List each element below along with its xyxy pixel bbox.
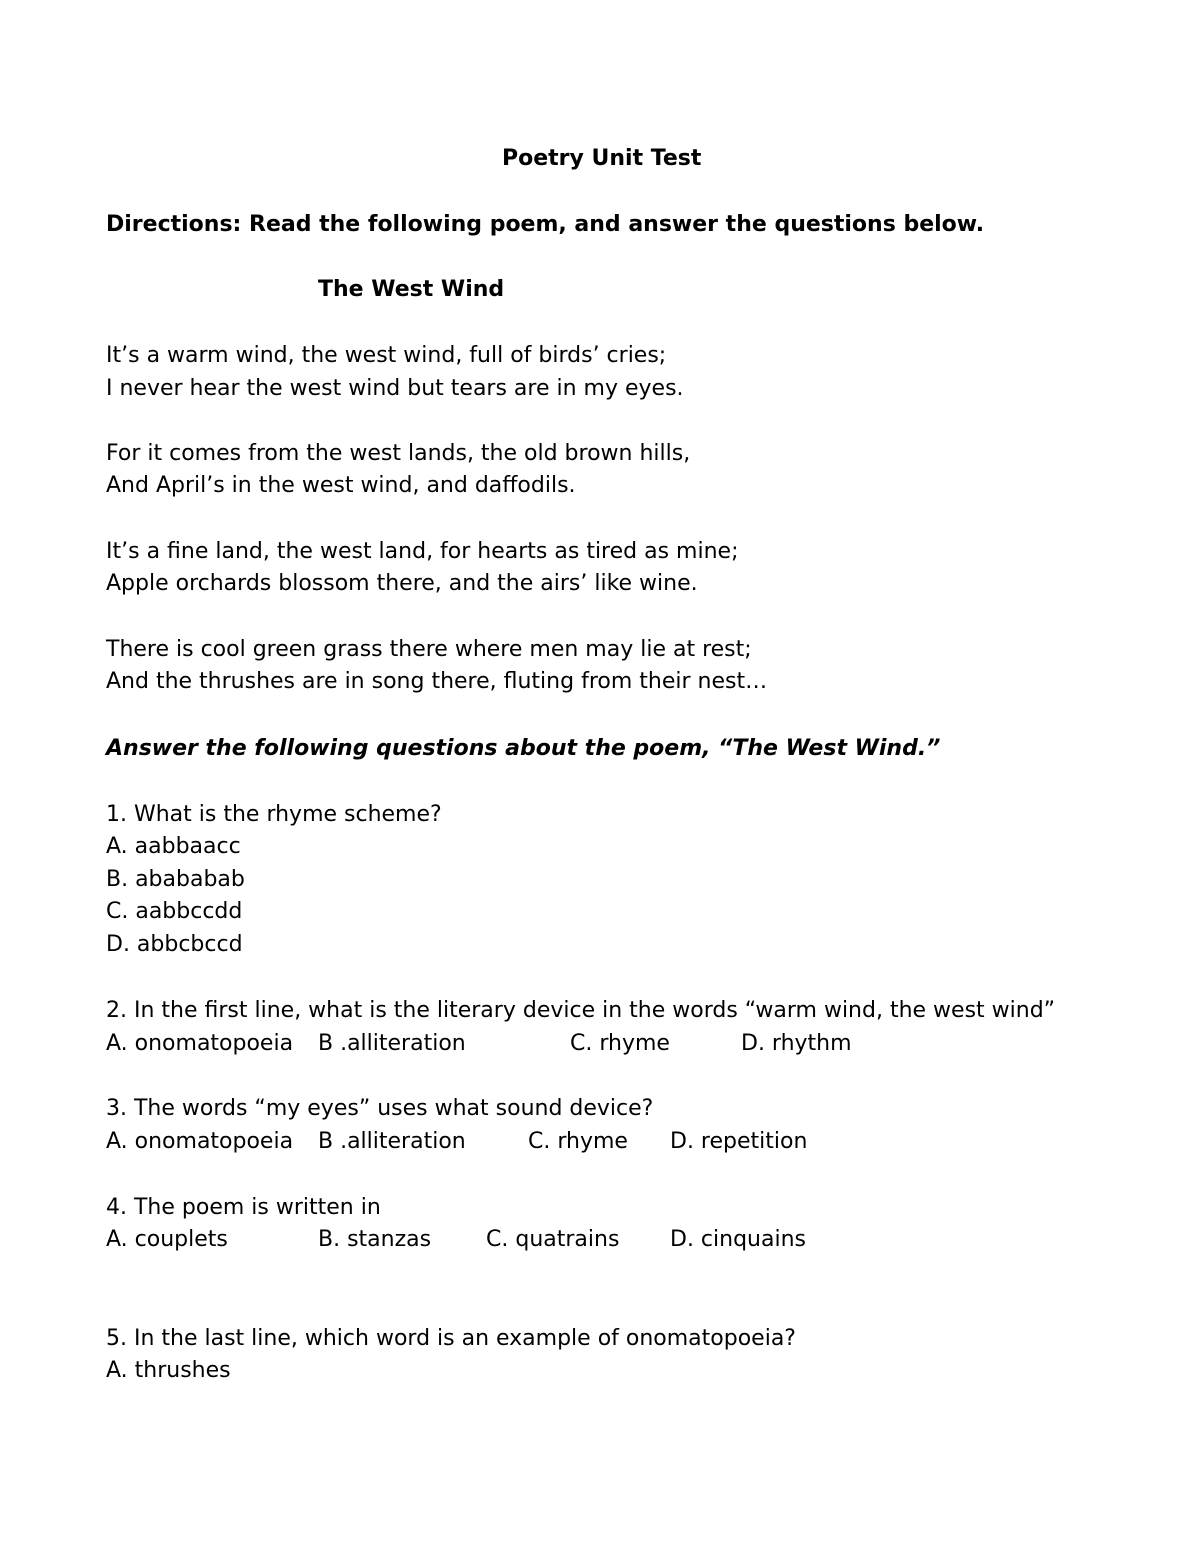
question-text: 4. The poem is written in <box>106 1195 381 1220</box>
question-text: 2. In the first line, what is the literary device in the words “warm wind, the west wind” <box>106 998 1056 1023</box>
answer-option: B. stanzas <box>318 1227 432 1252</box>
answer-option: C. rhyme <box>528 1129 628 1154</box>
poem-line: It’s a warm wind, the west wind, full of birds’ cries; <box>106 343 667 368</box>
answer-option: A. thrushes <box>106 1358 231 1383</box>
answer-option: C. aabbccdd <box>106 899 243 924</box>
questions-heading: Answer the following questions about the poem, “The West Wind.” <box>106 736 941 761</box>
answer-option: C. rhyme <box>570 1031 670 1056</box>
answer-option: A. onomatopoeia <box>106 1129 294 1154</box>
answer-option: D. rhythm <box>741 1031 852 1056</box>
answer-option: D. cinquains <box>670 1227 806 1252</box>
directions: Directions: Read the following poem, and answer the questions below. <box>106 212 985 237</box>
answer-option: B .alliteration <box>318 1031 466 1056</box>
question-text: 3. The words “my eyes” uses what sound device? <box>106 1096 654 1121</box>
poem-line: It’s a fine land, the west land, for hearts as tired as mine; <box>106 539 739 564</box>
poem-title: The West Wind <box>318 277 505 302</box>
answer-option: A. couplets <box>106 1227 228 1252</box>
answer-option: C. quatrains <box>486 1227 620 1252</box>
answer-option: B. abababab <box>106 867 245 892</box>
answer-option: A. aabbaacc <box>106 834 241 859</box>
poem-line: And the thrushes are in song there, fluting from their nest… <box>106 669 768 694</box>
answer-option: D. abbcbccd <box>106 932 243 957</box>
answer-option: D. repetition <box>670 1129 808 1154</box>
poem-line: There is cool green grass there where men may lie at rest; <box>106 637 752 662</box>
poem-line: I never hear the west wind but tears are in my eyes. <box>106 376 684 401</box>
answer-option: B .alliteration <box>318 1129 466 1154</box>
question-text: 5. In the last line, which word is an example of onomatopoeia? <box>106 1326 796 1351</box>
poem-line: Apple orchards blossom there, and the airs’ like wine. <box>106 571 698 596</box>
page-title: Poetry Unit Test <box>502 146 702 171</box>
question-text: 1. What is the rhyme scheme? <box>106 802 442 827</box>
poem-line: And April’s in the west wind, and daffodils. <box>106 473 576 498</box>
answer-option: A. onomatopoeia <box>106 1031 294 1056</box>
poem-line: For it comes from the west lands, the old brown hills, <box>106 441 691 466</box>
